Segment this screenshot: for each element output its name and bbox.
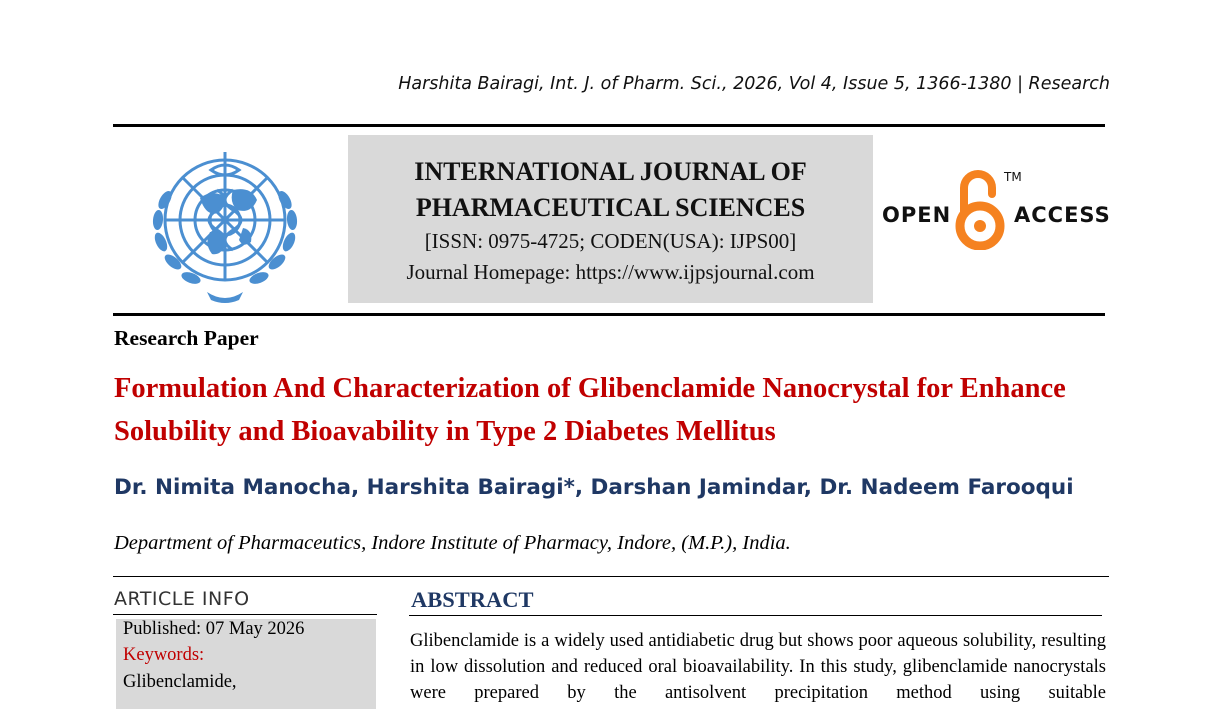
- open-access-badge: [880, 168, 1110, 252]
- keywords-label: Keywords:: [123, 645, 205, 665]
- journal-masthead: [348, 135, 873, 303]
- paper-title: Formulation And Characterization of Glibenclamide Nanocrystal for Enhance Solubility and Bioavability in Type 2 Diabetes Mellitus: [114, 373, 1066, 447]
- abstract-text: Glibenclamide is a widely used antidiabetic drug but shows poor aqueous solubility, resulting in low dissolution and reduced oral bioavailability. In this study, glibenclamide nanocrystals were prepared by the antisolvent precipitation method using suitable: [410, 631, 1106, 703]
- journal-title: [348, 154, 873, 226]
- access-word: ACCESS: [1014, 203, 1111, 227]
- open-word: OPEN: [882, 203, 952, 227]
- article-info-underline: [113, 614, 377, 615]
- keyword-item: Glibenclamide,: [123, 672, 237, 692]
- header-top-rule: [113, 124, 1105, 127]
- paper-type: Research Paper: [114, 326, 259, 350]
- running-header: Harshita Bairagi, Int. J. of Pharm. Sci., 2026, Vol 4, Issue 5, 1366-1380 | Research: [398, 74, 1110, 94]
- article-info-heading: ARTICLE INFO: [114, 588, 250, 610]
- affiliation: Department of Pharmaceutics, Indore Institute of Pharmacy, Indore, (M.P.), India.: [114, 532, 791, 554]
- author-list: Dr. Nimita Manocha, Harshita Bairagi*, Darshan Jamindar, Dr. Nadeem Farooqui: [114, 475, 1074, 500]
- journal-emblem-logo: [125, 140, 325, 306]
- trademark-mark: TM: [1004, 170, 1022, 184]
- section-divider: [113, 576, 1109, 577]
- abstract-underline: [409, 615, 1102, 616]
- journal-issn: [ISSN: 0975-4725; CODEN(USA): IJPS00]: [424, 229, 797, 253]
- journal-homepage[interactable]: Journal Homepage: https://www.ijpsjournal.com: [406, 260, 815, 284]
- open-access-lock-icon: [954, 168, 1010, 250]
- published-date: Published: 07 May 2026: [123, 619, 305, 639]
- journal-title-line2: PHARMACEUTICAL SCIENCES: [415, 193, 806, 222]
- header-bottom-rule: [113, 313, 1105, 316]
- journal-title-line1: INTERNATIONAL JOURNAL OF: [414, 157, 807, 186]
- article-info-box: [116, 619, 376, 709]
- abstract-heading: ABSTRACT: [411, 587, 534, 612]
